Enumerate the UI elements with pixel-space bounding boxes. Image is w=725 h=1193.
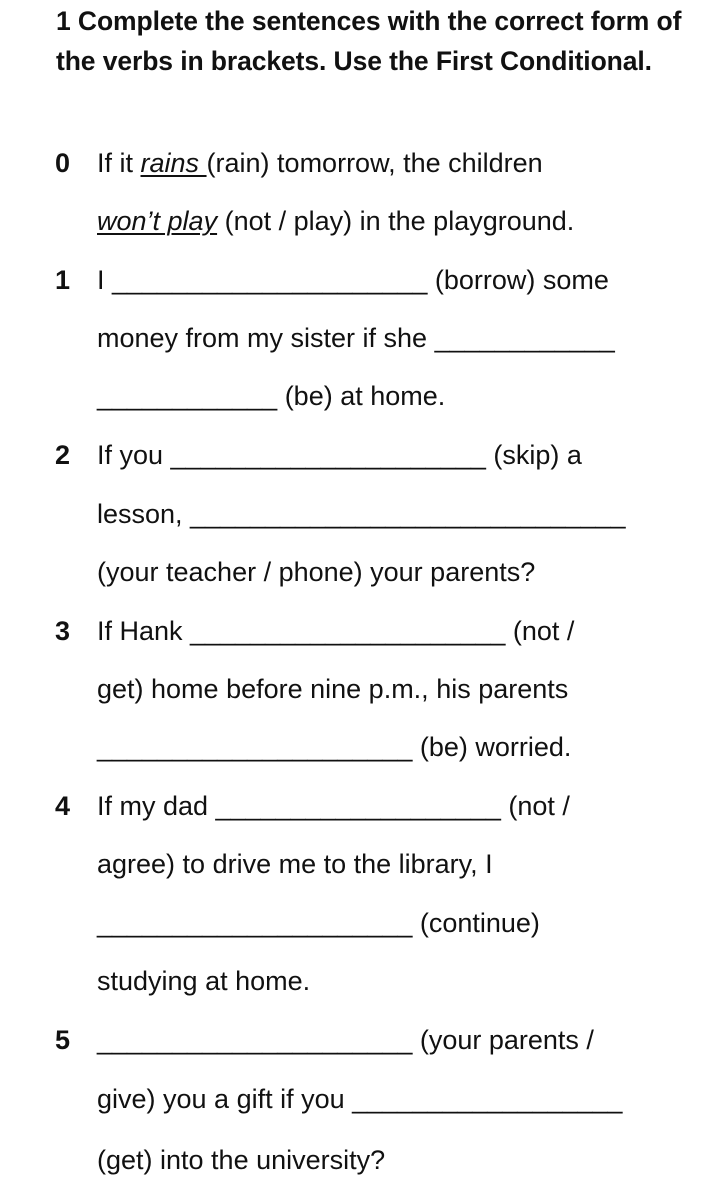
- item-text-line: studying at home.: [97, 966, 311, 996]
- exercise-item-4-continued: [0, 835, 725, 893]
- exercise-item-2-continued: [0, 543, 725, 601]
- item-text-line: _____________________ (your parents /: [97, 1025, 594, 1055]
- exercise-item-2: [0, 426, 725, 484]
- exercise-item-3-continued: [0, 660, 725, 718]
- item-text-line: If my dad ___________________ (not /: [97, 791, 570, 821]
- example-answer: won’t play: [97, 206, 218, 236]
- item-text-line: (your teacher / phone) your parents?: [97, 557, 536, 587]
- item-text-line: _____________________ (be) worried.: [97, 732, 572, 762]
- exercise-item-2-continued: [0, 485, 725, 543]
- item-text: (not / play) in the playground.: [217, 206, 575, 236]
- exercise-item-5-continued: [0, 1131, 725, 1189]
- exercise-item-3: [0, 602, 725, 660]
- item-text-line: _____________________ (continue): [97, 908, 540, 938]
- item-text-line: agree) to drive me to the library, I: [97, 849, 493, 879]
- item-text-line: money from my sister if she ____________: [97, 323, 615, 353]
- exercise-instructions: 1 Complete the sentences with the correct form of the verbs in brackets. Use the First Conditional.: [56, 6, 682, 76]
- item-text-line: I _____________________ (borrow) some: [97, 265, 609, 295]
- item-text-line: [97, 192, 574, 250]
- exercise-item-4: [0, 777, 725, 835]
- item-number: 4: [55, 791, 71, 821]
- exercise-item-1: [0, 251, 725, 309]
- exercise-item-0-continued: [0, 192, 725, 250]
- exercise-item-5: [0, 1011, 725, 1069]
- item-text-line: ____________ (be) at home.: [97, 381, 446, 411]
- item-text-line: give) you a gift if you __________________: [97, 1084, 623, 1114]
- item-number: 1: [55, 265, 71, 295]
- item-text: (rain) tomorrow, the children: [206, 148, 543, 178]
- item-text-line: If Hank _____________________ (not /: [97, 616, 575, 646]
- exercise-item-4-continued: [0, 952, 725, 1010]
- item-text-line: If you _____________________ (skip) a: [97, 440, 582, 470]
- item-text-line: [97, 134, 543, 192]
- item-text-line: (get) into the university?: [97, 1145, 386, 1175]
- item-number: 3: [55, 616, 71, 646]
- exercise-item-3-continued: [0, 718, 725, 776]
- exercise-item-4-continued: [0, 894, 725, 952]
- exercise-item-1-continued: [0, 367, 725, 425]
- item-text-line: get) home before nine p.m., his parents: [97, 674, 569, 704]
- example-answer: rains: [140, 148, 207, 178]
- exercise-item-1-continued: [0, 309, 725, 367]
- item-text-line: lesson, _____________________________: [97, 499, 626, 529]
- item-number: 2: [55, 440, 71, 470]
- item-number: 0: [55, 148, 71, 178]
- exercise-item-5-continued: [0, 1070, 725, 1128]
- item-text: If it: [97, 148, 141, 178]
- exercise-item-0: [0, 134, 725, 192]
- item-number: 5: [55, 1025, 71, 1055]
